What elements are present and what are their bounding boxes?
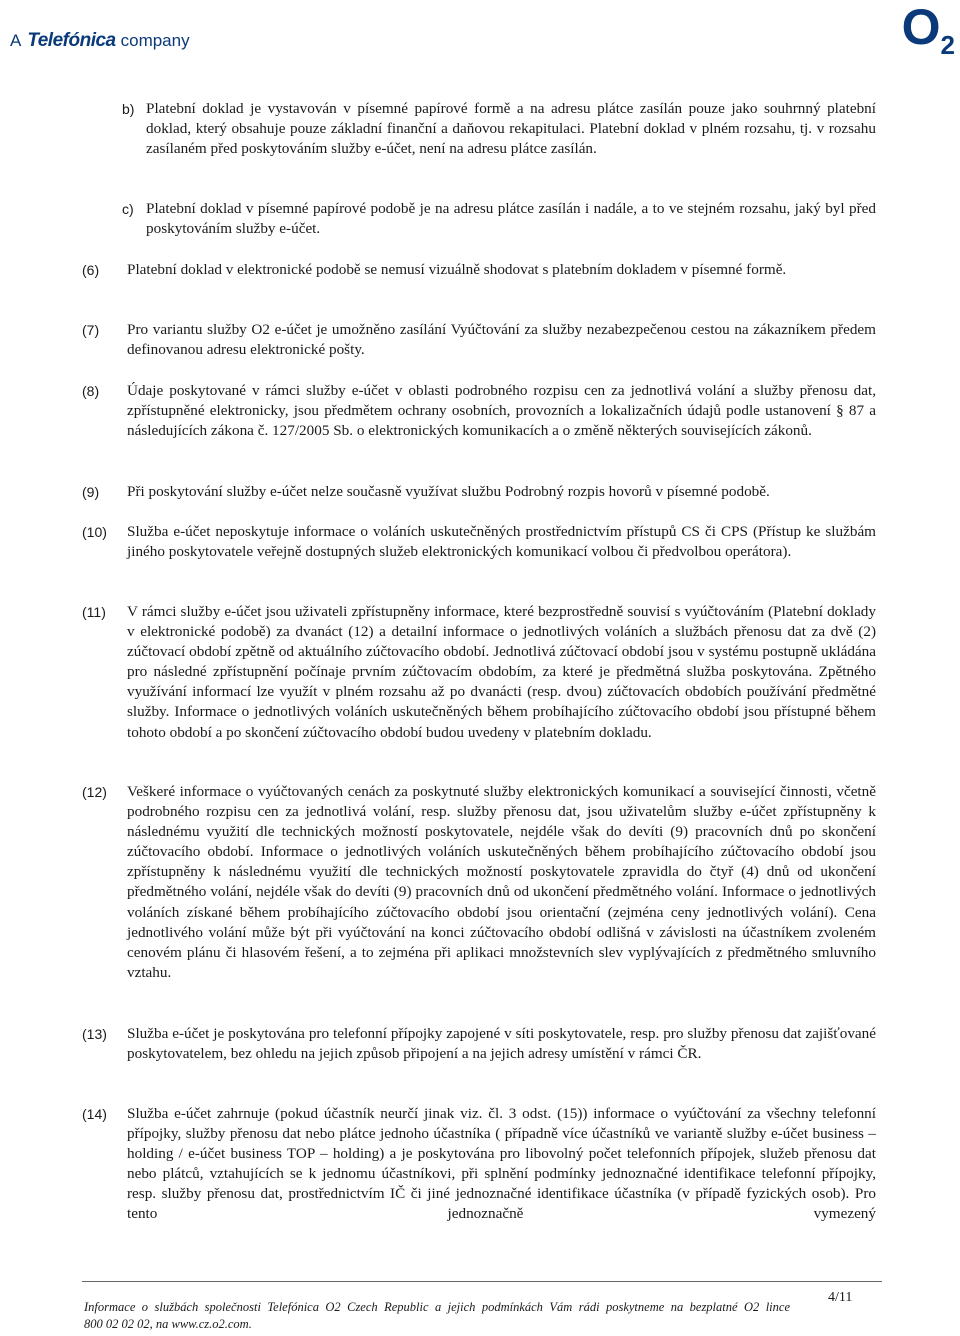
item-text: Služba e-účet zahrnuje (pokud účastník neurčí jinak viz. čl. 3 odst. (15)) informace o vyúčtování za všechny telefonní přípojky, služby přenosu dat nebo plátce jednoho účastníka ( případně více účastníků ve variantě služby e-účet business – holding / e-účet business TOP – holding) a je poskytována pro libovolný počet telefonních přípojek, služeb přenosu dat nebo plátců, vztahujících se k jednomu účastníkovi, při splnění podmínky jednoznačné identifikace telefonní přípojky, resp. služby přenosu dat, prostřednictvím IČ či jiné jednoznačné identifikace účastníka (v případě fyzických osob). Pro tento jednoznačně vymezený <box>127 1105 876 1223</box>
item-label: (9) <box>82 484 100 500</box>
item-label: (7) <box>82 322 100 338</box>
item-label: (6) <box>82 262 100 278</box>
item-label: (11) <box>82 604 106 620</box>
item-text: Služba e-účet neposkytuje informace o voláních uskutečněných prostřednictvím přístupů CS či CPS (Přístup ke službám jiného poskytovatele veřejně dostupných služeb elektronických komunikací volbou či předvolbou operátora). <box>127 523 876 561</box>
item-text: Platební doklad v elektronické podobě se nemusí vizuálně shodovat s platebním dokladem v písemné formě. <box>127 261 787 278</box>
footer-divider <box>82 1281 882 1282</box>
logo-company: company <box>120 31 190 50</box>
item-label: (10) <box>82 524 107 540</box>
item-label: b) <box>122 101 135 117</box>
footer-web-link[interactable]: www.cz.o2.com. <box>171 1317 252 1331</box>
item-label: (14) <box>82 1106 107 1122</box>
footer-mid: , na <box>149 1317 172 1331</box>
footer-phone: 800 02 02 02 <box>84 1317 150 1331</box>
item-label: (8) <box>82 383 100 399</box>
item-label: c) <box>122 201 134 217</box>
telefonica-logo: Telefónica <box>27 30 116 51</box>
item-text: V rámci služby e-účet jsou uživateli zpřístupněny informace, které bezprostředně souvisí s vyúčtováním (Platební doklady v elektronické podobě) za dvanáct (12) a detailní informace o jednotlivých voláních a službách přenosu dat za dvě (2) zúčtovací období zpětně od aktuálního zúčtovacího období. Jednotlivá zúčtovací období jsou v systému postupně ukládána pro následné zpřístupnění počínaje prvním zúčtovacím obdobím, za které je předmětná služba poskytována. Zpětného využívání informací lze využít v plném rozsahu až po dvanácti (resp. dvou) zúčtovacích obdobích používání předmětné služby. Informace o jednotlivých voláních uskutečněných během probíhajícího zúčtovacího období jsou přístupné během tohoto období a po skončení zúčtovacího období budou uvedeny v platebním dokladu. <box>127 603 876 741</box>
item-text: Veškeré informace o vyúčtovaných cenách za poskytnuté služby elektronických komunikací a související činnosti, včetně podrobného rozpisu cen za jednotlivá volání, resp. služby přenosu dat, jsou uživatelům služby e-účet zpřístupněny k následnému využití dle technických možností poskytovatele, nejdéle však do devíti (9) pracovních dnů po skončení zúčtovacího období. Informace o jednotlivých voláních uskutečněných během probíhajícího zúčtovacího období jsou zpřístupněny k následnému využití dle technických možností poskytovatele zpravidla do čtyř (4) dnů od ukončení předmětného volání, nejdéle však do devíti (9) pracovních dnů od ukončení předmětného volání. Informace o jednotlivých voláních získané během probíhajícího zúčtovacího období jsou orientační (zejména ceny jednotlivých volání). Cena jednotlivého volání může být při vyúčtování na konci zúčtovacího období odlišná v závislosti na účastníkem zvoleném cenovém plánu či hlasovém řešení, a to zejména při aplikaci množstevních slev vyplývajících z předmětného smluvního vztahu. <box>127 783 876 981</box>
o2-logo: O2 <box>901 0 955 60</box>
item-text: Služba e-účet je poskytována pro telefonní přípojky zapojené v síti poskytovatele, resp. pro služby přenosu dat zajišťované poskytovatelem, bez ohledu na jejich způsob připojení a na jejich adresy umístění v rámci ČR. <box>127 1025 876 1063</box>
item-text: Platební doklad je vystavován v písemné papírové formě a na adresu plátce zasílán pouze jako souhrnný platební doklad, který obsahuje pouze základní finanční a daňovou rekapitulaci. Platební doklad v plném rozsahu, tj. v rozsahu zasílaném před poskytováním služby e-účet, není na adresu plátce zasílán. <box>146 100 876 158</box>
item-text: Údaje poskytované v rámci služby e-účet v oblasti podrobného rozpisu cen za jednotlivá volání a služby přenosu dat, zpřístupněné elektronicky, jsou předmětem ochrany osobních, provozních a lokalizačních údajů podle ustanovení § 87 a následujících zákona č. 127/2005 Sb. o elektronických komunikacích a o změně některých souvisejících zákonů. <box>127 382 876 440</box>
company-logo <box>10 30 190 52</box>
footer-text: Informace o službách společnosti Telefónica O2 Czech Republic a jejich podmínkách Vám rádi poskytneme na bezplatné O2 lince <box>84 1300 790 1314</box>
item-label: (12) <box>82 784 107 800</box>
logo-a: A <box>10 31 22 50</box>
item-text: Platební doklad v písemné papírové podobě je na adresu plátce zasílán i nadále, a to ve stejném rozsahu, jaký byl před poskytováním služby e-účet. <box>146 200 876 238</box>
item-label: (13) <box>82 1026 107 1042</box>
item-text: Při poskytování služby e-účet nelze současně využívat službu Podrobný rozpis hovorů v písemné podobě. <box>127 483 770 500</box>
item-text: Pro variantu služby O2 e-účet je umožněno zasílání Vyúčtování za služby nezabezpečenou cestou na zákazníkem předem definovanou adresu elektronické pošty. <box>127 321 876 359</box>
footer-contact <box>84 1316 252 1333</box>
page-number: 4/11 <box>828 1290 853 1305</box>
